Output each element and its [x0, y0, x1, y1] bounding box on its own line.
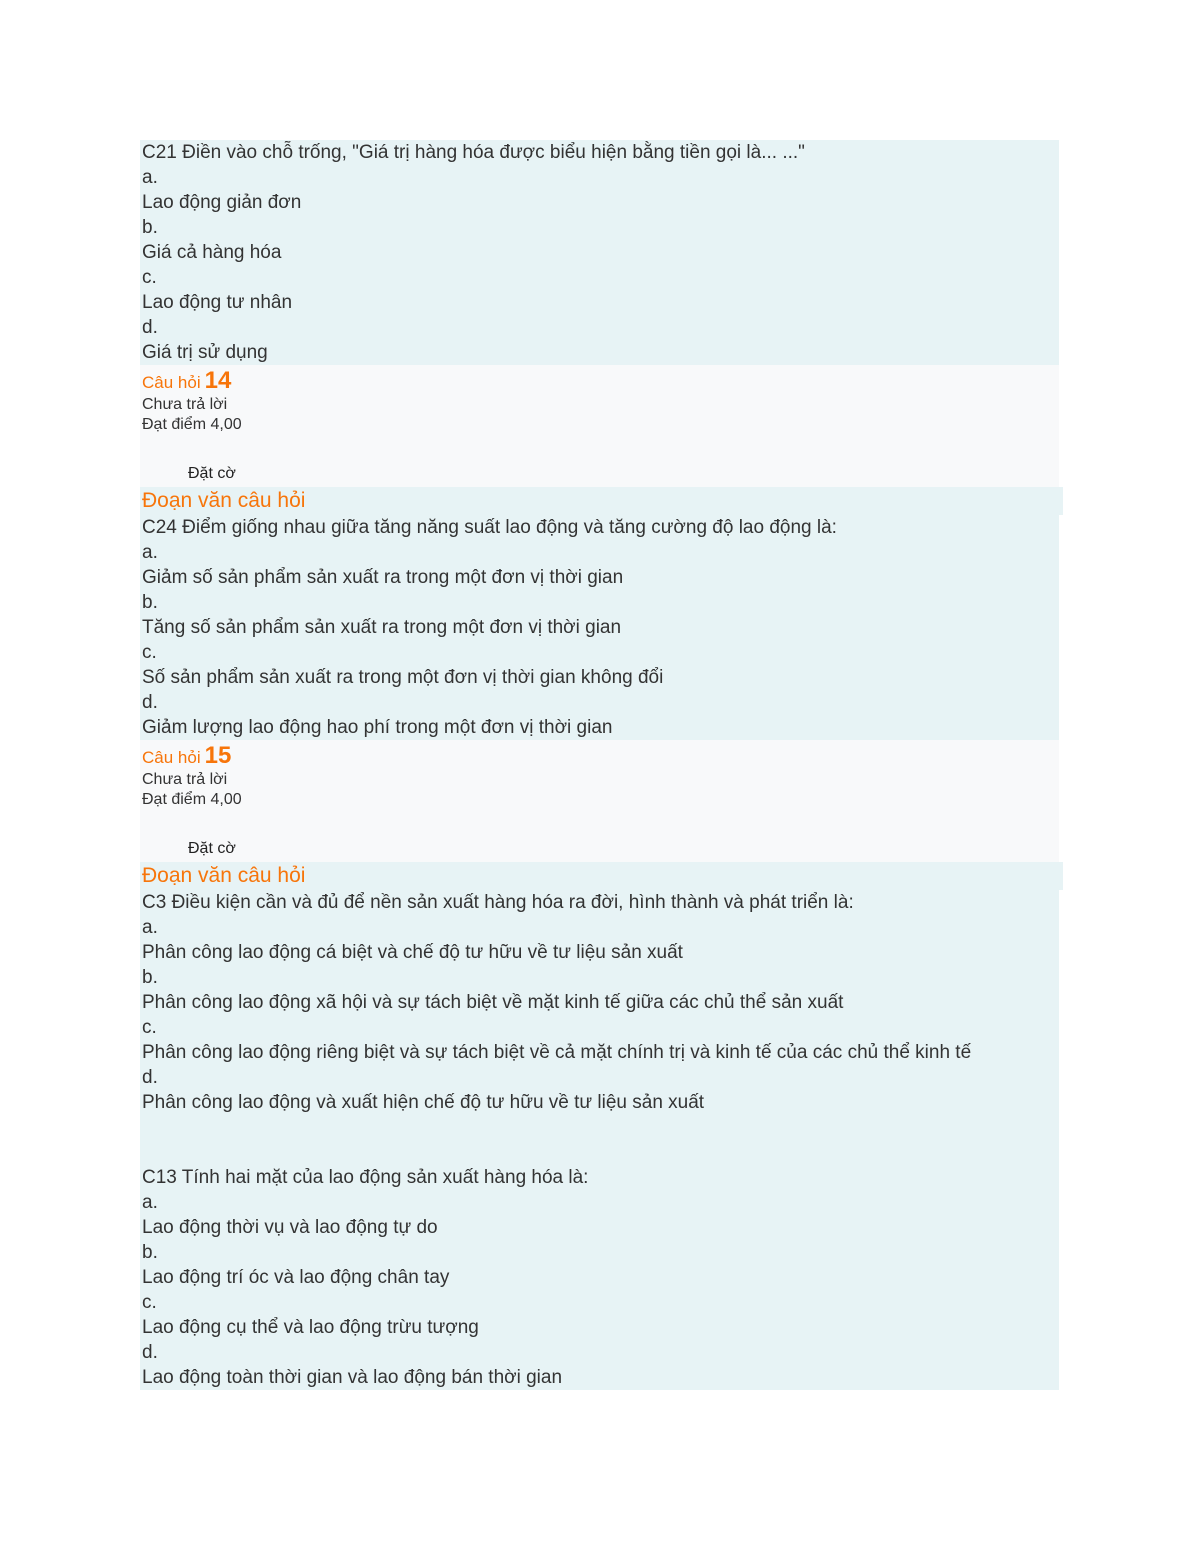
question-block-c24 — [140, 515, 1059, 740]
question-text-heading: Đoạn văn câu hỏi — [140, 862, 1063, 890]
question-label: Câu hỏi — [142, 373, 201, 392]
option-text-b[interactable]: Tăng số sản phẩm sản xuất ra trong một đơn vị thời gian — [142, 617, 622, 638]
option-letter-c[interactable]: c. — [142, 642, 157, 663]
question-label: Câu hỏi — [142, 748, 201, 767]
option-text-d[interactable]: Giảm lượng lao động hao phí trong một đơn vị thời gian — [142, 717, 613, 738]
question-info-14 — [140, 365, 1059, 487]
question-block-c21 — [140, 140, 1059, 365]
question-number: 15 — [204, 742, 232, 769]
flag-question-link[interactable]: Đặt cờ — [188, 840, 236, 857]
option-letter-d[interactable]: d. — [142, 317, 158, 338]
score-text: Đạt điểm 4,00 — [142, 416, 242, 433]
option-text-b[interactable]: Giá cả hàng hóa — [142, 242, 282, 263]
option-text-b[interactable]: Lao động trí óc và lao động chân tay — [142, 1267, 450, 1288]
option-letter-c[interactable]: c. — [142, 1017, 157, 1038]
answer-status: Chưa trả lời — [142, 771, 228, 788]
option-letter-b[interactable]: b. — [142, 967, 158, 988]
option-text-c[interactable]: Lao động cụ thể và lao động trừu tượng — [142, 1317, 479, 1338]
option-text-d[interactable]: Lao động toàn thời gian và lao động bán thời gian — [142, 1367, 563, 1388]
option-letter-c[interactable]: c. — [142, 1292, 157, 1313]
option-text-a[interactable]: Giảm số sản phẩm sản xuất ra trong một đơn vị thời gian — [142, 567, 624, 588]
option-letter-b[interactable]: b. — [142, 217, 158, 238]
option-letter-c[interactable]: c. — [142, 267, 157, 288]
option-letter-d[interactable]: d. — [142, 692, 158, 713]
question-number: 14 — [204, 367, 232, 394]
option-letter-a[interactable]: a. — [142, 917, 158, 938]
option-text-a[interactable]: Lao động thời vụ và lao động tự do — [142, 1217, 438, 1238]
option-letter-a[interactable]: a. — [142, 542, 158, 563]
question-number-row — [142, 742, 1059, 770]
question-block-c3 — [140, 890, 1059, 1390]
option-text-b[interactable]: Phân công lao động xã hội và sự tách biệt về mặt kinh tế giữa các chủ thể sản xuất — [142, 992, 844, 1013]
answer-status: Chưa trả lời — [142, 396, 228, 413]
question-text: C21 Điền vào chỗ trống, "Giá trị hàng hóa được biểu hiện bằng tiền gọi là... ..." — [142, 142, 805, 163]
option-text-c[interactable]: Số sản phẩm sản xuất ra trong một đơn vị thời gian không đổi — [142, 667, 664, 688]
option-letter-b[interactable]: b. — [142, 592, 158, 613]
option-text-c[interactable]: Lao động tư nhân — [142, 292, 293, 313]
option-letter-a[interactable]: a. — [142, 167, 158, 188]
option-letter-d[interactable]: d. — [142, 1342, 158, 1363]
option-text-d[interactable]: Giá trị sử dụng — [142, 342, 268, 363]
question-number-row — [142, 367, 1059, 395]
score-text: Đạt điểm 4,00 — [142, 791, 242, 808]
option-letter-b[interactable]: b. — [142, 1242, 158, 1263]
spacer — [142, 1115, 1059, 1165]
option-text-a[interactable]: Lao động giản đơn — [142, 192, 302, 213]
option-text-c[interactable]: Phân công lao động riêng biệt và sự tách biệt về cả mặt chính trị và kinh tế của các chủ thể kinh tế — [142, 1042, 972, 1063]
question-text: C3 Điều kiện cần và đủ để nền sản xuất hàng hóa ra đời, hình thành và phát triển là: — [142, 892, 854, 913]
flag-question-link[interactable]: Đặt cờ — [188, 465, 236, 482]
question-text-c13: C13 Tính hai mặt của lao động sản xuất hàng hóa là: — [142, 1167, 589, 1188]
option-letter-a[interactable]: a. — [142, 1192, 158, 1213]
question-text-heading: Đoạn văn câu hỏi — [140, 487, 1063, 515]
option-letter-d[interactable]: d. — [142, 1067, 158, 1088]
option-text-d[interactable]: Phân công lao động và xuất hiện chế độ tư hữu về tư liệu sản xuất — [142, 1092, 705, 1113]
option-text-a[interactable]: Phân công lao động cá biệt và chế độ tư hữu về tư liệu sản xuất — [142, 942, 683, 963]
quiz-page — [140, 140, 1059, 1390]
question-info-15 — [140, 740, 1059, 862]
question-text: C24 Điểm giống nhau giữa tăng năng suất lao động và tăng cường độ lao động là: — [142, 517, 837, 538]
